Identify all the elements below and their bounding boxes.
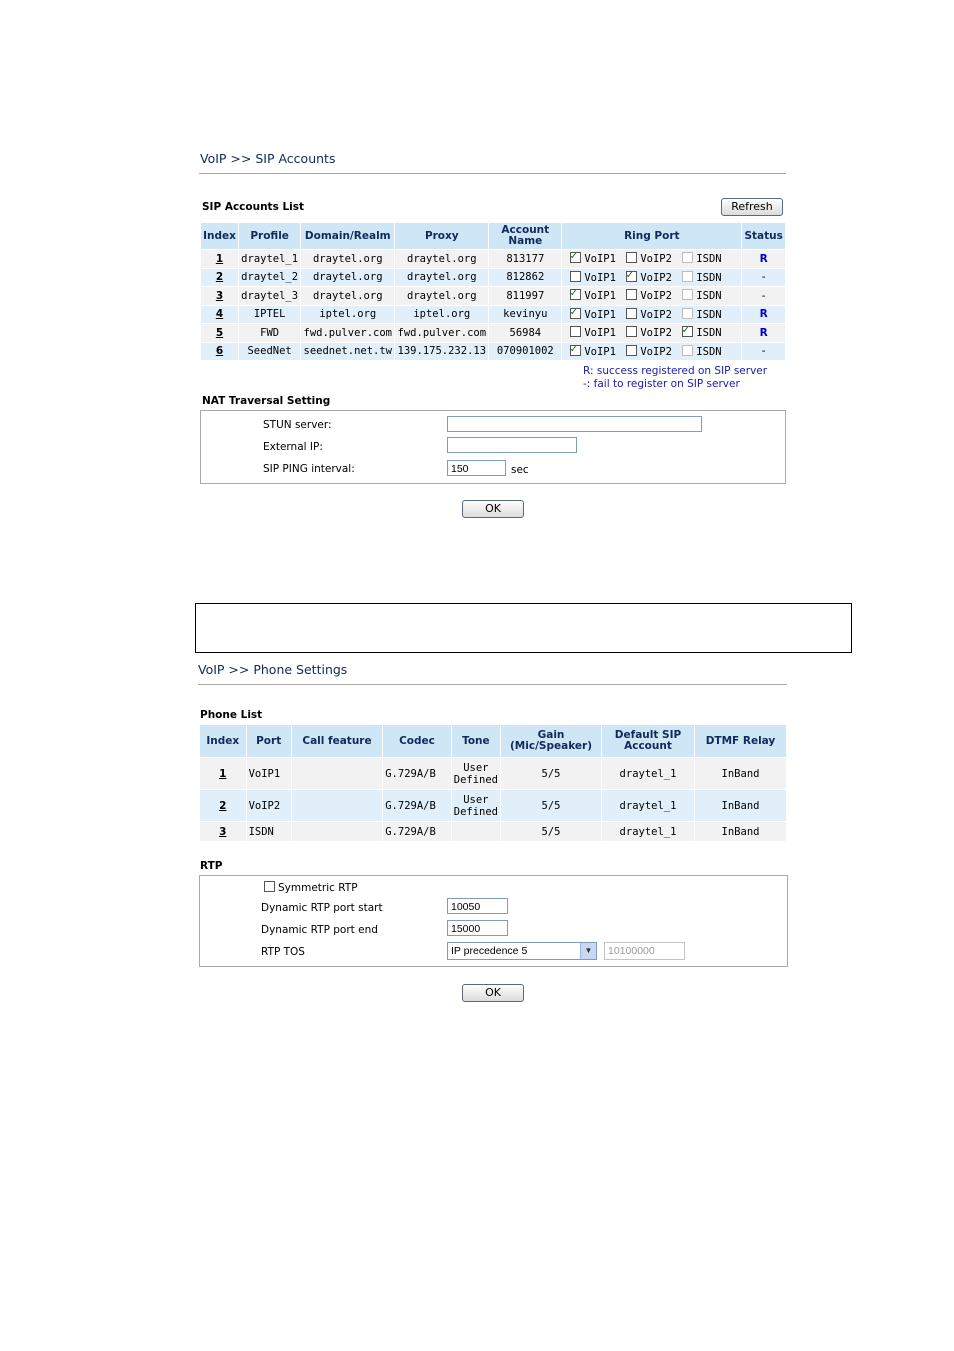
ring-port-voip1 — [570, 252, 626, 265]
gain-cell: 5/5 — [501, 822, 602, 842]
sip-ping-label: SIP PING interval: — [263, 463, 355, 475]
symmetric-rtp-checkbox[interactable] — [264, 881, 275, 892]
phone-index-link[interactable]: 2 — [219, 799, 227, 812]
dtmf-cell: InBand — [695, 790, 787, 822]
sip-account-row — [201, 287, 786, 306]
stun-server-input[interactable] — [447, 416, 702, 432]
account-cell: 811997 — [489, 287, 562, 306]
ring-port-isdn-checkbox[interactable] — [682, 271, 693, 282]
ring-port-cell — [562, 287, 742, 306]
proxy-cell: draytel.org — [395, 287, 489, 306]
ring-port-voip1 — [570, 326, 626, 339]
col-domain: Domain/Realm — [301, 223, 395, 250]
sip-ping-unit: sec — [511, 464, 529, 476]
account-cell: kevinyu — [489, 305, 562, 324]
codec-cell: G.729A/B — [383, 822, 452, 842]
phone-header-row — [200, 725, 787, 758]
status-cell: R — [742, 250, 786, 269]
tone-cell: User Defined — [451, 758, 500, 790]
col-proxy: Proxy — [395, 223, 489, 250]
status-legend — [583, 365, 767, 391]
account-cell: 56984 — [489, 324, 562, 343]
ring-port-voip1-checkbox[interactable] — [570, 326, 581, 337]
ring-port-isdn — [682, 289, 738, 302]
tone-cell — [451, 822, 500, 842]
ring-port-cell — [562, 250, 742, 269]
sip-account-row — [201, 268, 786, 287]
ring-port-isdn — [682, 326, 738, 339]
codec-cell: G.729A/B — [383, 758, 452, 790]
phone-list-table — [199, 724, 787, 842]
ring-port-voip2 — [626, 345, 682, 358]
ring-port-isdn-label: ISDN — [696, 290, 722, 303]
ring-port-cell — [562, 342, 742, 361]
proxy-cell: fwd.pulver.com — [395, 324, 489, 343]
index-cell — [201, 305, 239, 324]
port-cell: VoIP2 — [246, 790, 291, 822]
col-codec: Codec — [383, 725, 452, 758]
external-ip-label: External IP: — [263, 441, 323, 453]
ring-port-cell — [562, 268, 742, 287]
call-feature-cell — [291, 790, 383, 822]
ring-port-voip2-label: VoIP2 — [640, 271, 672, 284]
ring-port-voip2 — [626, 326, 682, 339]
ring-port-voip2-label: VoIP2 — [640, 290, 672, 303]
phone-row — [200, 758, 787, 790]
col-default-sip: Default SIP Account — [602, 725, 695, 758]
ring-port-voip2-label: VoIP2 — [640, 253, 672, 266]
col-ring-port: Ring Port — [562, 223, 742, 250]
index-cell — [201, 268, 239, 287]
legend-fail: -: fail to register on SIP server — [583, 378, 740, 390]
ring-port-voip1-checkbox[interactable] — [570, 252, 581, 263]
default-sip-cell: draytel_1 — [602, 790, 695, 822]
gain-cell: 5/5 — [501, 790, 602, 822]
caption-frame — [195, 603, 852, 653]
phone-row — [200, 790, 787, 822]
ring-port-voip1 — [570, 271, 626, 284]
ring-port-cell — [562, 305, 742, 324]
rtp-tos-label: RTP TOS — [261, 946, 305, 958]
col-gain: Gain (Mic/Speaker) — [501, 725, 602, 758]
ring-port-voip2-checkbox[interactable] — [626, 271, 637, 282]
proxy-cell: iptel.org — [395, 305, 489, 324]
ring-port-voip2-label: VoIP2 — [640, 327, 672, 340]
ring-port-voip2-checkbox[interactable] — [626, 308, 637, 319]
profile-cell: SeedNet — [239, 342, 301, 361]
stun-label: STUN server: — [263, 419, 332, 431]
index-cell — [201, 250, 239, 269]
nat-title: NAT Traversal Setting — [202, 395, 331, 407]
sip-account-index-link[interactable]: 6 — [215, 345, 224, 358]
ring-port-voip2 — [626, 271, 682, 284]
rtp-tos-value: IP precedence 5 — [451, 945, 528, 957]
phone-index-cell — [200, 758, 247, 790]
ring-port-voip1-label: VoIP1 — [584, 253, 616, 266]
ring-port-voip2-label: VoIP2 — [640, 308, 672, 321]
call-feature-cell — [291, 822, 383, 842]
phone-index-cell — [200, 790, 247, 822]
ring-port-isdn-label: ISDN — [696, 271, 722, 284]
col-call-feature: Call feature — [291, 725, 383, 758]
status-cell: R — [742, 324, 786, 343]
ring-port-voip2-checkbox[interactable] — [626, 252, 637, 263]
refresh-button[interactable]: Refresh — [721, 198, 783, 216]
ring-port-voip1-label: VoIP1 — [584, 290, 616, 303]
external-ip-input[interactable] — [447, 437, 577, 453]
phone-index-link[interactable]: 1 — [219, 767, 227, 780]
profile-cell: draytel_2 — [239, 268, 301, 287]
port-cell: VoIP1 — [246, 758, 291, 790]
col-index: Index — [201, 223, 239, 250]
sip-ok-button[interactable]: OK — [462, 500, 524, 518]
index-cell — [201, 324, 239, 343]
phone-ok-button[interactable]: OK — [462, 984, 524, 1002]
domain-cell: iptel.org — [301, 305, 395, 324]
ring-port-voip1 — [570, 308, 626, 321]
domain-cell: fwd.pulver.com — [301, 324, 395, 343]
domain-cell: draytel.org — [301, 250, 395, 269]
ring-port-voip1-label: VoIP1 — [584, 308, 616, 321]
ring-port-isdn-label: ISDN — [696, 308, 722, 321]
ring-port-isdn-checkbox[interactable] — [682, 326, 693, 337]
ring-port-isdn-label: ISDN — [696, 345, 722, 358]
default-sip-cell: draytel_1 — [602, 822, 695, 842]
profile-cell: FWD — [239, 324, 301, 343]
call-feature-cell — [291, 758, 383, 790]
phone-index-cell — [200, 822, 247, 842]
codec-cell: G.729A/B — [383, 790, 452, 822]
sip-ping-input[interactable]: 150 — [447, 460, 506, 476]
phone-list-title: Phone List — [200, 709, 263, 721]
ring-port-isdn — [682, 308, 738, 321]
dtmf-cell: InBand — [695, 758, 787, 790]
phone-row — [200, 822, 787, 842]
status-cell: - — [742, 342, 786, 361]
ring-port-voip2 — [626, 289, 682, 302]
default-sip-cell: draytel_1 — [602, 758, 695, 790]
sip-account-row — [201, 250, 786, 269]
ring-port-voip1-checkbox[interactable] — [570, 345, 581, 356]
ring-port-voip2-checkbox[interactable] — [626, 345, 637, 356]
proxy-cell: draytel.org — [395, 268, 489, 287]
ring-port-isdn-checkbox[interactable] — [682, 252, 693, 263]
profile-cell: draytel_3 — [239, 287, 301, 306]
ring-port-voip1-checkbox[interactable] — [570, 271, 581, 282]
proxy-cell: draytel.org — [395, 250, 489, 269]
sip-account-index-link[interactable]: 1 — [215, 252, 224, 265]
sip-account-row — [201, 305, 786, 324]
phone-title-divider — [198, 684, 787, 685]
sip-account-row — [201, 324, 786, 343]
rtp-start-input[interactable]: 10050 — [447, 898, 508, 914]
ring-port-voip2-label: VoIP2 — [640, 345, 672, 358]
col-phone-index: Index — [200, 725, 247, 758]
ring-port-voip1 — [570, 345, 626, 358]
col-status: Status — [742, 223, 786, 250]
rtp-tos-select[interactable] — [447, 942, 597, 960]
profile-cell: draytel_1 — [239, 250, 301, 269]
rtp-end-input[interactable]: 15000 — [447, 920, 508, 936]
ring-port-voip1-checkbox[interactable] — [570, 308, 581, 319]
index-cell — [201, 342, 239, 361]
col-tone: Tone — [451, 725, 500, 758]
phone-page-title: VoIP >> Phone Settings — [198, 662, 348, 677]
ring-port-voip2 — [626, 252, 682, 265]
ring-port-isdn — [682, 252, 738, 265]
rtp-title: RTP — [200, 860, 223, 872]
col-dtmf: DTMF Relay — [695, 725, 787, 758]
ring-port-voip1-label: VoIP1 — [584, 271, 616, 284]
account-cell: 812862 — [489, 268, 562, 287]
rtp-end-label: Dynamic RTP port end — [261, 924, 378, 936]
ring-port-voip2-checkbox[interactable] — [626, 326, 637, 337]
phone-index-link[interactable]: 3 — [219, 825, 227, 838]
account-cell: 070901002 — [489, 342, 562, 361]
ring-port-voip1-label: VoIP1 — [584, 327, 616, 340]
ring-port-isdn — [682, 271, 738, 284]
profile-cell: IPTEL — [239, 305, 301, 324]
rtp-start-label: Dynamic RTP port start — [261, 902, 383, 914]
sip-account-index-link[interactable]: 2 — [215, 271, 224, 284]
index-cell — [201, 287, 239, 306]
ring-port-isdn-label: ISDN — [696, 253, 722, 266]
rtp-tos-bits-input: 10100000 — [604, 942, 685, 960]
status-cell: R — [742, 305, 786, 324]
domain-cell: draytel.org — [301, 268, 395, 287]
port-cell: ISDN — [246, 822, 291, 842]
sip-list-title: SIP Accounts List — [202, 201, 305, 213]
status-cell: - — [742, 268, 786, 287]
sip-account-row — [201, 342, 786, 361]
gain-cell: 5/5 — [501, 758, 602, 790]
ring-port-voip2-checkbox[interactable] — [626, 289, 637, 300]
col-port: Port — [246, 725, 291, 758]
ring-port-voip1-label: VoIP1 — [584, 345, 616, 358]
ring-port-isdn — [682, 345, 738, 358]
sip-account-index-link[interactable]: 5 — [215, 326, 224, 339]
sip-page-title: VoIP >> SIP Accounts — [200, 151, 336, 166]
ring-port-cell — [562, 324, 742, 343]
sip-title-divider — [199, 173, 786, 174]
dtmf-cell: InBand — [695, 822, 787, 842]
col-account-name: Account Name — [489, 223, 562, 250]
symmetric-rtp-row — [264, 881, 358, 894]
status-cell: - — [742, 287, 786, 306]
sip-account-index-link[interactable]: 4 — [215, 308, 224, 321]
symmetric-rtp-label: Symmetric RTP — [278, 882, 358, 894]
ring-port-isdn-checkbox[interactable] — [682, 308, 693, 319]
sip-accounts-table — [200, 222, 786, 361]
ring-port-voip2 — [626, 308, 682, 321]
sip-header-row — [201, 223, 786, 250]
tone-cell: User Defined — [451, 790, 500, 822]
proxy-cell: 139.175.232.13 — [395, 342, 489, 361]
ring-port-isdn-label: ISDN — [696, 327, 722, 340]
ring-port-voip1 — [570, 289, 626, 302]
domain-cell: seednet.net.tw — [301, 342, 395, 361]
domain-cell: draytel.org — [301, 287, 395, 306]
col-profile: Profile — [239, 223, 301, 250]
account-cell: 813177 — [489, 250, 562, 269]
ring-port-voip1-checkbox[interactable] — [570, 289, 581, 300]
chevron-down-icon[interactable]: ▼ — [580, 943, 596, 959]
ring-port-isdn-checkbox[interactable] — [682, 289, 693, 300]
legend-success: R: success registered on SIP server — [583, 365, 768, 377]
sip-account-index-link[interactable]: 3 — [215, 289, 224, 302]
ring-port-isdn-checkbox[interactable] — [682, 345, 693, 356]
